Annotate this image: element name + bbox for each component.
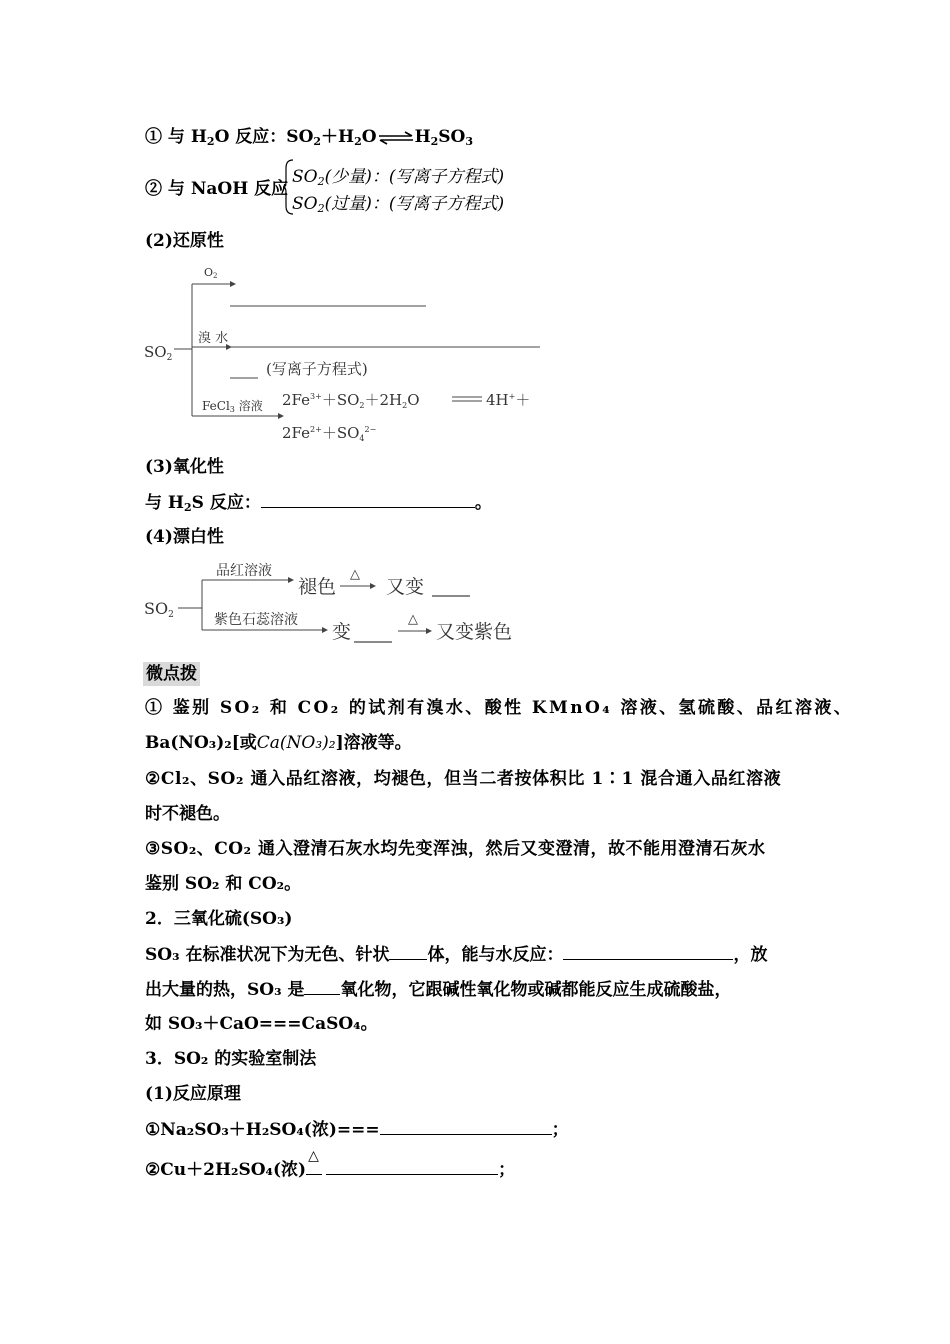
- text: 体，能与水反应：: [427, 945, 564, 965]
- tip-badge: [143, 662, 200, 686]
- bian-text: 变: [332, 621, 352, 643]
- section-oxidizing: [145, 456, 224, 478]
- text: ＋H: [321, 127, 355, 147]
- reaction-naoh-label: [145, 178, 288, 200]
- fe-equation-1: $2Fe^{3+}+SO_2+2H_2O$: [282, 391, 420, 410]
- text: SO₃ 在标准状况下为无色、针状: [145, 945, 390, 965]
- tip-p1-l1: ① 鉴别 SO₂ 和 CO₂ 的试剂有溴水、酸性 KMnO₄ 溶液、氢硫酸、品红溶液、: [145, 698, 854, 718]
- text: 与 H: [145, 493, 184, 513]
- answer-blank[interactable]: [261, 491, 475, 508]
- text: ①Na₂SO₃＋H₂SO₄(浓)===: [145, 1120, 380, 1140]
- naoh-line-1: $SO_2$(少量)：(写离子方程式): [292, 167, 505, 188]
- pinhong-label: 品红溶液: [216, 563, 272, 579]
- text: ② 与 NaOH 反应: [145, 179, 289, 199]
- so2-label: SO2: [144, 599, 174, 620]
- o2-label: O2: [204, 266, 218, 280]
- naoh-line-2: $SO_2$(过量)：(写离子方程式): [292, 194, 505, 215]
- bleaching-diagram: [140, 558, 540, 650]
- shirui-label: 紫色石蕊溶液: [214, 612, 298, 628]
- text: 。: [474, 493, 492, 513]
- answer-blank[interactable]: [326, 1158, 498, 1175]
- text: 微点拨: [143, 662, 200, 686]
- tip-p1-l2: [145, 732, 412, 754]
- formula: Ca(NO₃)₂: [256, 733, 336, 753]
- text: ；: [498, 1160, 516, 1180]
- tip-p2-l1: ②Cl₂、SO₂ 通入品红溶液，均褪色，但当二者按体积比 1∶1 混合通入品红溶液: [145, 769, 782, 789]
- text: H: [414, 127, 431, 147]
- text: ；: [551, 1120, 569, 1140]
- fade-text: 褪色: [298, 576, 337, 598]
- youbian-text: 又变: [386, 576, 425, 598]
- lab-sub: (1)反应原理: [145, 1084, 241, 1104]
- triangle-icon: △: [308, 1148, 319, 1164]
- text: ②Cu＋2H₂SO₄(浓): [145, 1160, 307, 1180]
- heat-arrow: [306, 1148, 326, 1181]
- text: ，放: [733, 945, 768, 965]
- section-bleaching: [145, 526, 224, 548]
- text: (2)还原性: [145, 231, 224, 251]
- text: Ba(NO₃)₂[或: [145, 733, 257, 753]
- fe-equation-2: $2Fe^{2+}+SO_4^{2-}$: [282, 424, 377, 443]
- lab-heading: 3．SO₂ 的实验室制法: [145, 1049, 317, 1069]
- write-ion-label: (写离子方程式): [266, 360, 368, 378]
- tip-p3-l1: ③SO₂、CO₂ 通入澄清石灰水均先变浑浊，然后又变澄清，故不能用澄清石灰水: [145, 839, 766, 859]
- fe-equation-1b: 4H+＋: [486, 391, 531, 409]
- tip-p3-l2: 鉴别 SO₂ 和 CO₂。: [145, 874, 302, 894]
- text: S 反应：: [191, 493, 261, 513]
- text: SO: [292, 167, 318, 187]
- h2s-reaction: 与 $H_2S$ 反应： 。: [145, 493, 492, 514]
- lab-eq2: [145, 1148, 516, 1181]
- text: O: [361, 127, 377, 147]
- reducing-diagram: [140, 258, 560, 448]
- tip-p2-l2: 时不褪色。: [145, 804, 230, 824]
- text: SO: [292, 194, 318, 214]
- text: (3)氧化性: [145, 457, 224, 477]
- text: SO: [438, 127, 466, 147]
- so2-label: $SO_2$: [144, 343, 173, 363]
- text: (4)漂白性: [145, 527, 224, 547]
- youbian-purple-text: 又变紫色: [436, 621, 513, 643]
- triangle-icon: △: [408, 612, 418, 627]
- text: ]溶液等。: [335, 733, 412, 753]
- fecl3-label: FeCl3 溶液: [202, 399, 263, 414]
- text: 氧化物，它跟碱性氧化物或碱都能反应生成硫酸盐，: [340, 980, 732, 1000]
- answer-blank[interactable]: [563, 943, 733, 960]
- text: (过量)：(写离子方程式): [324, 194, 505, 214]
- text: (少量)：(写离子方程式): [324, 167, 505, 187]
- text: ① 与 H: [145, 127, 207, 147]
- so3-l3: 如 SO₃＋CaO===CaSO₄。: [145, 1014, 378, 1034]
- section-reducing: [145, 230, 224, 252]
- bromine-label: 溴 水: [198, 331, 229, 346]
- answer-blank[interactable]: [304, 978, 340, 995]
- answer-blank[interactable]: [380, 1118, 552, 1135]
- triangle-icon: △: [350, 567, 360, 582]
- reaction-water: ① 与 $H_2O$ 反应：$SO_2+H_2O$ $H_2SO_3$: [145, 127, 474, 148]
- lab-eq1: [145, 1118, 569, 1141]
- text: 出大量的热，SO₃ 是: [145, 980, 305, 1000]
- reversible-arrow-icon: [377, 131, 415, 145]
- so3-l2: [145, 978, 731, 1001]
- answer-blank[interactable]: [389, 943, 427, 960]
- so3-heading: 2．三氧化硫(SO₃): [145, 909, 293, 929]
- so3-l1: [145, 943, 767, 966]
- text: O 反应：SO: [214, 127, 314, 147]
